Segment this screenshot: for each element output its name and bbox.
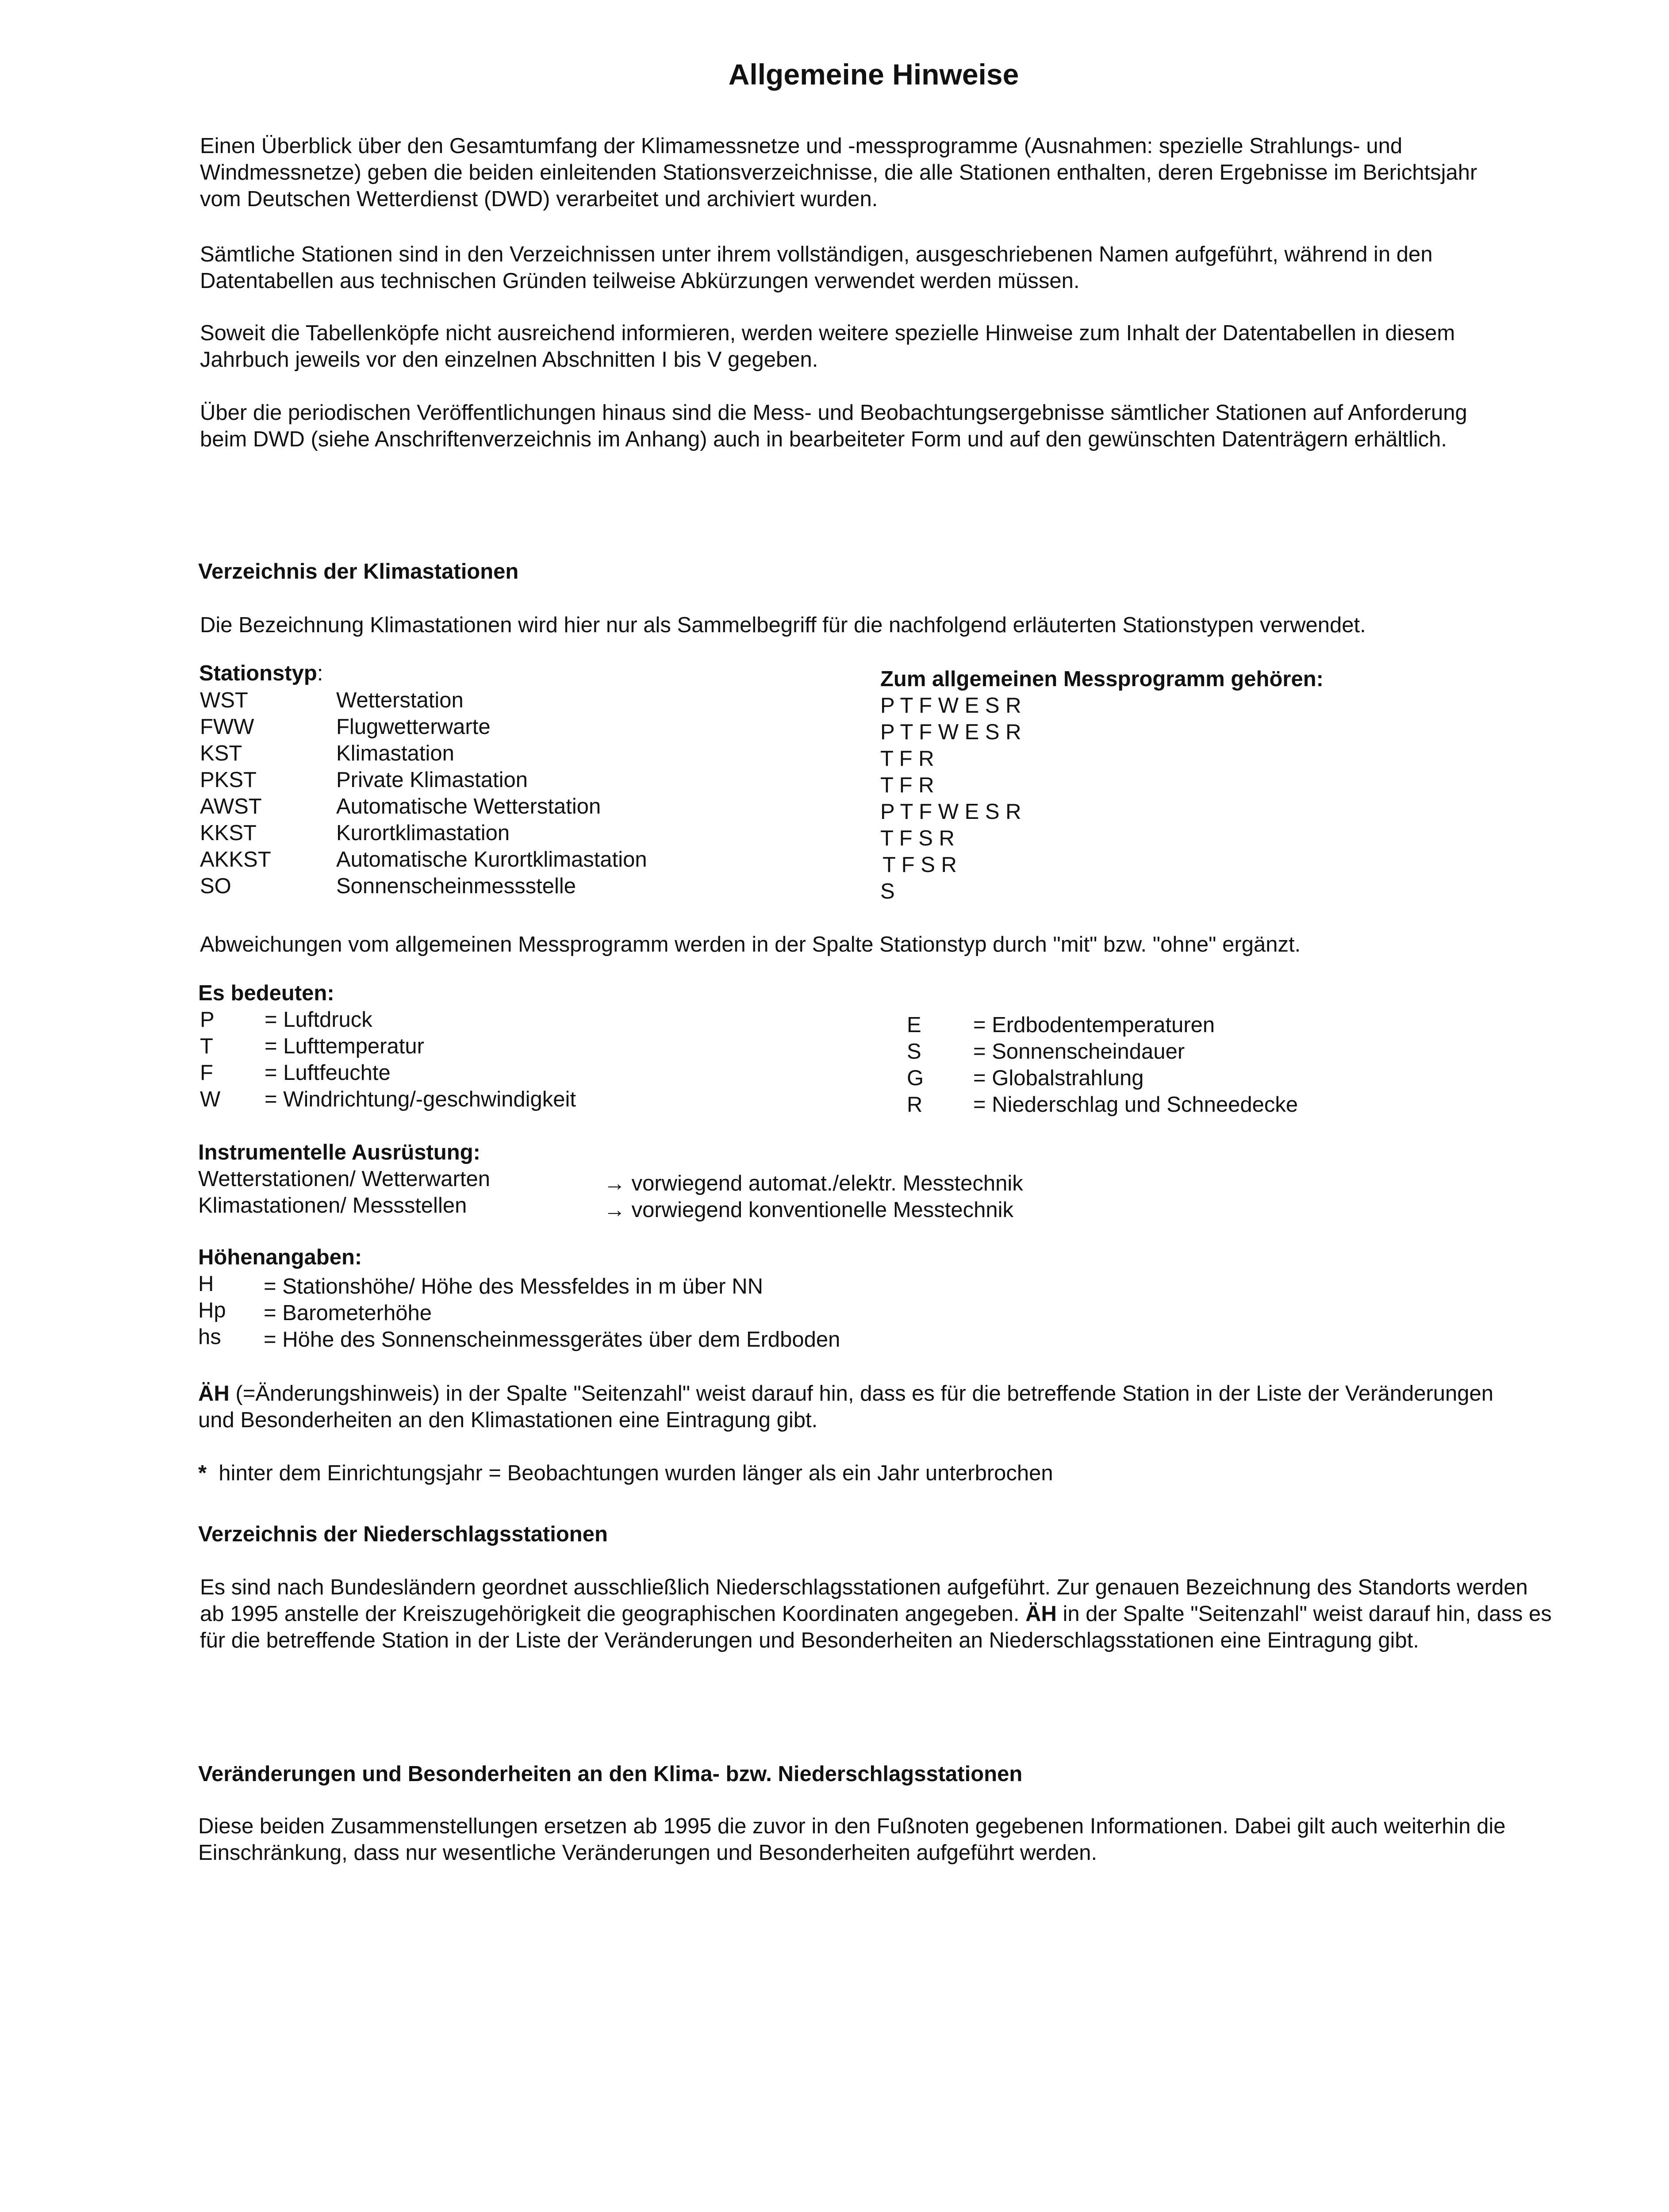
station-type-program: T F S R <box>882 853 957 877</box>
intro-paragraph-3: Soweit die Tabellenköpfe nicht ausreichend informieren, werden weitere spezielle Hinweise zum Inhalt der Datentabellen in diesem Jahrbuch jeweils vor den einzelnen Abschnitten I bis V gegeben. <box>200 321 1455 372</box>
klima-description: Die Bezeichnung Klimastationen wird hier nur als Sammelbegriff für die nachfolgend erläuterten Stationstypen verwendet. <box>200 613 1366 637</box>
station-type-code: FWW <box>200 715 254 739</box>
meaning-text: = Luftdruck <box>265 1008 372 1032</box>
hoehen-text: = Stationshöhe/ Höhe des Messfeldes in m über NN <box>264 1275 763 1298</box>
nieder-description <box>200 1574 1554 1654</box>
meaning-code: F <box>200 1061 213 1085</box>
intro-paragraph-4: Über die periodischen Veröffentlichungen hinaus sind die Mess- und Beobachtungsergebnisse sämtlicher Stationen auf Anforderung beim DWD (siehe Anschriftenverzeichnis im Anhang) auch in bearbeiteter Form und auf den gewünschten Datenträgern erhältlich. <box>200 401 1467 451</box>
nieder-text-part-1: Es sind nach Bundesländern geordnet ausschließlich Niederschlagsstationen aufgeführt. Zur genauen Bezeichnung des Standorts werden ab 1995 anstelle der Kreiszugehörigkeit die geographischen Koordinaten angegeben. <box>200 1575 1528 1626</box>
star-marker: * <box>198 1461 207 1485</box>
meaning-text: = Sonnenscheindauer <box>973 1040 1185 1064</box>
station-type-name: Klimastation <box>336 741 454 765</box>
instrument-label: Wetterstationen/ Wetterwarten <box>198 1167 490 1191</box>
ah-note-text: (=Änderungshinweis) in der Spalte "Seitenzahl" weist darauf hin, dass es für die betreffende Station in der Liste der Veränderungen und Besonderheiten an den Klimastationen eine Eintragung gibt. <box>198 1382 1494 1432</box>
meaning-text: = Luftfeuchte <box>265 1061 391 1085</box>
es-bedeuten-heading: Es bedeuten: <box>198 981 334 1005</box>
station-type-code: KKST <box>200 821 257 845</box>
station-type-code: PKST <box>200 768 257 792</box>
nieder-text-part-2: in der Spalte "Seitenzahl" weist darauf hin, dass es für die betreffende Station in der Liste der Veränderungen und Besonderheiten an Niederschlagsstationen eine Eintragung gibt. <box>200 1602 1552 1652</box>
hoehen-code: Hp <box>198 1298 226 1322</box>
nieder-ah-abbreviation: ÄH <box>1025 1602 1057 1626</box>
station-type-program: T F R <box>880 773 934 797</box>
instrument-value: → vorwiegend konventionelle Messtechnik <box>604 1198 1014 1222</box>
station-type-program: T F S R <box>880 826 955 850</box>
station-type-name: Wetterstation <box>336 688 464 712</box>
station-type-name: Kurortklimastation <box>336 821 510 845</box>
meaning-text: = Niederschlag und Schneedecke <box>973 1093 1298 1117</box>
station-type-code: AWST <box>200 795 262 818</box>
station-type-code: KST <box>200 741 242 765</box>
star-note <box>198 1460 1516 1486</box>
intro-paragraph-1: Einen Überblick über den Gesamtumfang der Klimamessnetze und -messprogramme (Ausnahmen: spezielle Strahlungs- und Windmessnetze) geben die beiden einleitenden Stationsverzeichnisse, die alle Stationen enthalten, deren Ergebnisse im Berichtsjahr vom Deutschen Wetterdienst (DWD) verarbeitet und archiviert wurden. <box>200 134 1477 211</box>
station-type-code: WST <box>200 688 248 712</box>
hoehen-code: H <box>198 1272 214 1296</box>
page-title: Allgemeine Hinweise <box>728 58 1019 91</box>
station-type-program: P T F W E S R <box>880 800 1021 824</box>
instrument-value: → vorwiegend automat./elektr. Messtechnik <box>604 1171 1023 1195</box>
ah-abbreviation: ÄH <box>198 1382 230 1406</box>
messprogramm-label: Zum allgemeinen Messprogramm gehören: <box>880 667 1324 691</box>
meaning-code: G <box>907 1066 924 1090</box>
meaning-code: E <box>907 1013 921 1037</box>
abweichungen-note: Abweichungen vom allgemeinen Messprogramm werden in der Spalte Stationstyp durch "mit" bzw. "ohne" ergänzt. <box>200 933 1301 956</box>
hoehen-heading: Höhenangaben: <box>198 1245 362 1269</box>
veraenderungen-heading: Veränderungen und Besonderheiten an den Klima- bzw. Niederschlagsstationen <box>198 1762 1023 1786</box>
stationstyp-label: Stationstyp <box>199 661 317 685</box>
meaning-code: W <box>200 1087 221 1111</box>
meaning-code: T <box>200 1034 213 1058</box>
hoehen-code: hs <box>198 1325 221 1349</box>
station-type-name: Flugwetterwarte <box>336 715 491 739</box>
station-type-program: T F R <box>880 747 934 771</box>
nieder-heading: Verzeichnis der Niederschlagsstationen <box>198 1522 608 1546</box>
station-type-program: P T F W E S R <box>880 720 1021 744</box>
stationstyp-colon: : <box>317 661 323 685</box>
hoehen-text: = Barometerhöhe <box>264 1301 432 1325</box>
hoehen-text: = Höhe des Sonnenscheinmessgerätes über dem Erdboden <box>264 1328 840 1352</box>
intro-paragraph-2: Sämtliche Stationen sind in den Verzeichnissen unter ihrem vollständigen, ausgeschriebenen Namen aufgeführt, während in den Datentabellen aus technischen Gründen teilweise Abkürzungen verwendet werden müssen. <box>200 242 1433 293</box>
veraenderungen-description: Diese beiden Zusammenstellungen ersetzen ab 1995 die zuvor in den Fußnoten gegebenen Informationen. Dabei gilt auch weiterhin die Einschränkung, dass nur wesentliche Veränderungen und Besonderheiten aufgeführt werden. <box>198 1814 1506 1865</box>
station-type-code: SO <box>200 874 231 898</box>
stationstyp-label-row <box>199 660 323 687</box>
klima-heading: Verzeichnis der Klimastationen <box>198 560 519 584</box>
meaning-text: = Lufttemperatur <box>265 1034 424 1058</box>
station-type-name: Sonnenscheinmessstelle <box>336 874 576 898</box>
station-type-program: P T F W E S R <box>880 694 1021 718</box>
meaning-code: R <box>907 1093 923 1117</box>
station-type-name: Automatische Kurortklimastation <box>336 848 647 872</box>
instrument-heading: Instrumentelle Ausrüstung: <box>198 1141 480 1164</box>
meaning-text: = Windrichtung/-geschwindigkeit <box>265 1087 576 1111</box>
star-note-text: hinter dem Einrichtungsjahr = Beobachtungen wurden länger als ein Jahr unterbrochen <box>207 1461 1053 1485</box>
station-type-name: Private Klimastation <box>336 768 528 792</box>
meaning-text: = Erdbodentemperaturen <box>973 1013 1215 1037</box>
meaning-code: S <box>907 1040 921 1064</box>
meaning-code: P <box>200 1008 215 1032</box>
meaning-text: = Globalstrahlung <box>973 1066 1144 1090</box>
station-type-code: AKKST <box>200 848 271 872</box>
ah-note <box>198 1380 1525 1433</box>
station-type-program: S <box>880 879 895 903</box>
instrument-label: Klimastationen/ Messstellen <box>198 1194 467 1217</box>
station-type-name: Automatische Wetterstation <box>336 795 601 818</box>
